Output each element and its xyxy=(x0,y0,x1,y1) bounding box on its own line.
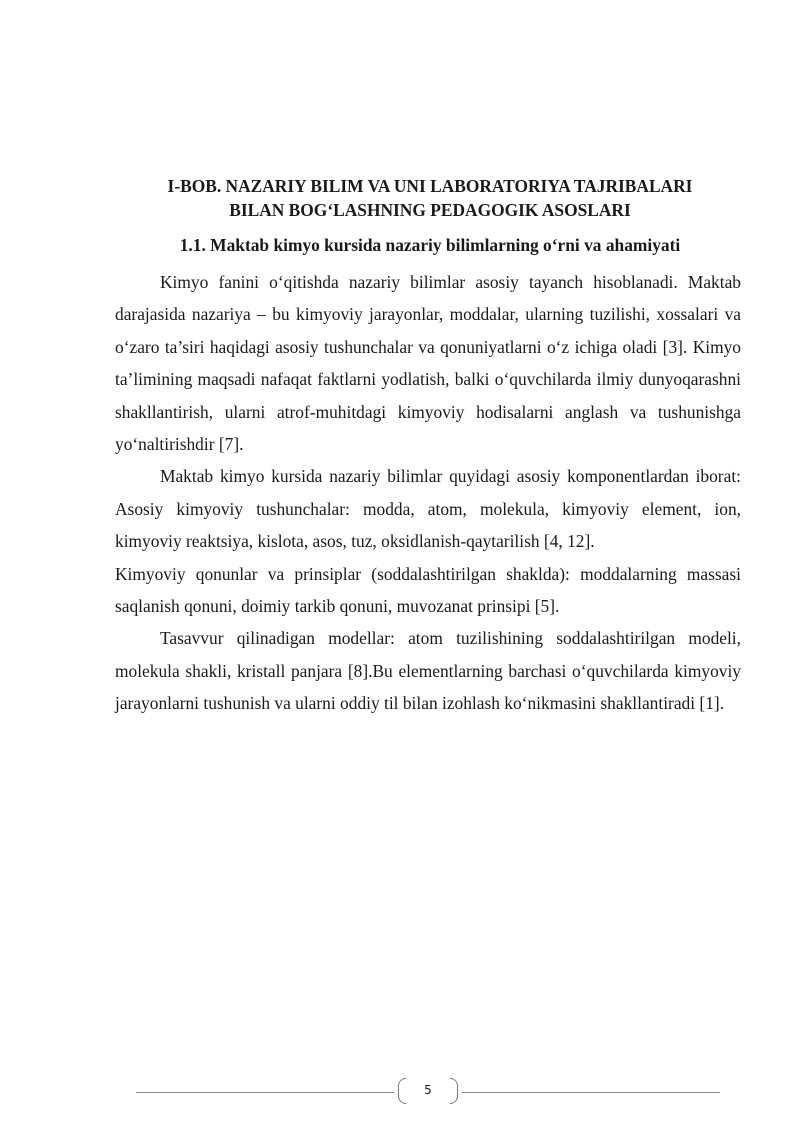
page-footer xyxy=(136,1078,720,1106)
paragraph-models: Tasavvur qilinadigan modellar: atom tuzilishining soddalashtirilgan modeli, molekula shakli, kristall panjara [8].Bu elementlarning barchasi o‘quvchilarda kimyoviy jarayonlarni tushunish va ularni oddiy til bilan izohlash ko‘nikmasini shakllantiradi [1]. xyxy=(115,628,741,714)
paragraph-intro: Kimyo fanini o‘qitishda nazariy bilimlar asosiy tayanch hisoblanadi. Maktab darajasida nazariya – bu kimyoviy jarayonlar, moddalar, ularning tuzilishi, xossalari va o‘zaro ta’siri haqidagi asosiy tushunchalar va qonuniyatlarni o‘z ichiga oladi [3]. Kimyo ta’limining maqsadi nafaqat faktlarni yodlatish, balki o‘quvchilarda ilmiy dunyoqarashni shakllantirish, ularni atrof-muhitdagi kimyoviy hodisalarni anglash va tushunishga yo‘naltirishdir [7]. xyxy=(115,272,741,455)
body-text xyxy=(115,266,741,720)
section-title: 1.1. Maktab kimyo kursida nazariy bilimlarning o‘rni va ahamiyati xyxy=(179,235,681,255)
paragraph-components: Maktab kimyo kursida nazariy bilimlar quyidagi asosiy komponentlardan iborat: Asosiy kimyoviy tushunchalar: modda, atom, molekula, kimyoviy element, ion, kimyoviy reaktsiya, kislota, asos, tuz, oksidlanish-qaytarilish [4, 12]. xyxy=(115,466,741,552)
footer-divider-right xyxy=(462,1092,720,1093)
paragraph-laws: Kimyoviy qonunlar va prinsiplar (soddalashtirilgan shaklda): moddalarning massasi saqlanish qonuni, doimiy tarkib qonuni, muvozanat prinsipi [5]. xyxy=(115,563,741,617)
chapter-title xyxy=(110,174,750,222)
chapter-title-line-2: BILAN BOG‘LASHNING PEDAGOGIK ASOSLARI xyxy=(229,200,631,220)
chapter-title-line-1: I-BOB. NAZARIY BILIM VA UNI LABORATORIYA TAJRIBALARI xyxy=(167,176,693,196)
right-bracket-icon xyxy=(450,1078,458,1104)
footer-divider-left xyxy=(136,1092,394,1093)
left-bracket-icon xyxy=(398,1078,406,1104)
page-number: 5 xyxy=(424,1083,432,1097)
